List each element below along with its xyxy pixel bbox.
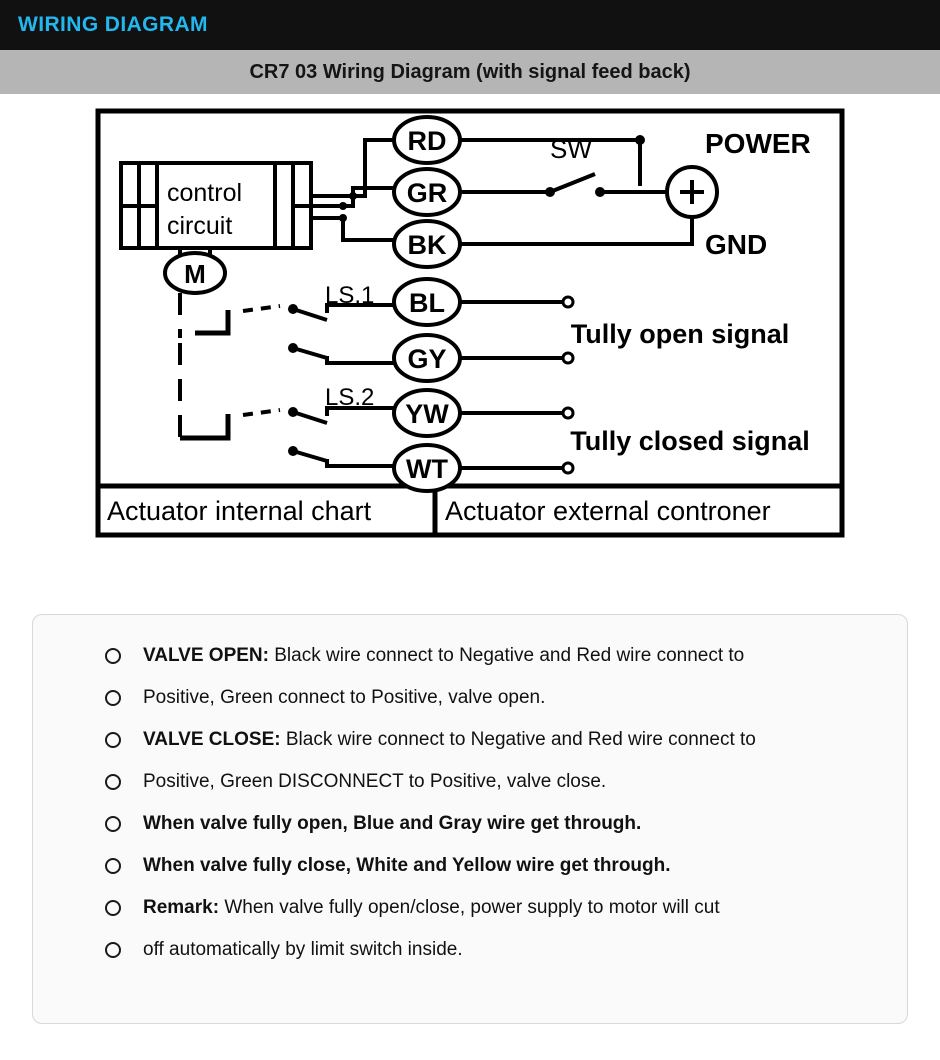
note-bold: Remark: [143, 897, 220, 918]
junction-dot-3 [339, 214, 347, 222]
bullet-circle-icon [105, 900, 121, 916]
bullet-circle-icon [105, 858, 121, 874]
power-junction-dot [635, 135, 645, 145]
junction-dot-2 [339, 202, 347, 210]
note-rest: Positive, Green DISCONNECT to Positive, valve close. [143, 771, 607, 792]
terminal-yw-label: YW [405, 399, 449, 429]
control-circuit-label-line2: circuit [167, 212, 233, 240]
terminal-wt [394, 445, 460, 491]
bullet-circle-icon [105, 774, 121, 790]
note-rest: Positive, Green connect to Positive, valve open. [143, 687, 546, 708]
diagram-sub-header [0, 50, 940, 94]
note-line [143, 895, 720, 921]
notes-panel [32, 614, 908, 1024]
control-circuit-label-line1: control [167, 179, 243, 207]
footer-external-label: Actuator external controner [445, 496, 771, 526]
bullet-circle-icon [105, 648, 121, 664]
note-rest: off automatically by limit switch inside. [143, 939, 463, 960]
list-item [63, 727, 887, 757]
terminal-gr [394, 169, 460, 215]
diagram-sub-title: CR7 03 Wiring Diagram (with signal feed back) [249, 60, 691, 83]
note-line [143, 853, 671, 879]
page-title: WIRING DIAGRAM [18, 13, 208, 36]
terminal-gy-label: GY [407, 344, 447, 374]
terminal-bl-label: BL [409, 288, 445, 318]
page-header [0, 0, 940, 50]
bullet-circle-icon [105, 942, 121, 958]
wiring-diagram-container [0, 94, 940, 538]
wt-signal-terminal [563, 463, 573, 473]
note-line [143, 769, 606, 795]
bullet-circle-icon [105, 690, 121, 706]
note-bold: VALVE CLOSE: [143, 729, 281, 750]
gnd-label: GND [705, 229, 768, 260]
list-item [63, 895, 887, 925]
terminal-yw [394, 390, 460, 436]
junction-dot-1 [349, 192, 357, 200]
yw-signal-terminal [563, 408, 573, 418]
note-line [143, 727, 756, 753]
terminal-bl [394, 279, 460, 325]
footer-internal-label: Actuator internal chart [107, 496, 372, 526]
wiring-diagram-svg [95, 108, 845, 538]
note-line [143, 811, 641, 837]
note-rest: Black wire connect to Negative and Red wire connect to [280, 729, 756, 750]
list-item [63, 811, 887, 841]
gy-signal-terminal [563, 353, 573, 363]
list-item [63, 685, 887, 715]
terminal-rd-label: RD [407, 126, 447, 156]
note-bold: When valve fully open, Blue and Gray wire get through. [143, 813, 642, 834]
note-line [143, 937, 463, 963]
terminal-gr-label: GR [406, 178, 448, 208]
note-line [143, 643, 744, 669]
list-item [63, 769, 887, 799]
note-rest: When valve fully open/close, power supply to motor will cut [219, 897, 720, 918]
terminal-wt-label: WT [406, 454, 448, 484]
note-rest: Black wire connect to Negative and Red wire connect to [268, 645, 745, 666]
open-signal-label: Tully open signal [570, 319, 790, 349]
note-bold: VALVE OPEN: [143, 645, 269, 666]
terminal-bk-label: BK [407, 230, 447, 260]
note-bold: When valve fully close, White and Yellow wire get through. [143, 855, 671, 876]
terminal-rd [394, 117, 460, 163]
ls1-label: LS.1 [325, 282, 375, 309]
closed-signal-label: Tully closed signal [570, 426, 810, 456]
bullet-circle-icon [105, 816, 121, 832]
bullet-circle-icon [105, 732, 121, 748]
motor-label: M [184, 259, 206, 289]
list-item [63, 853, 887, 883]
sw-label: SW [550, 134, 592, 164]
bl-signal-terminal [563, 297, 573, 307]
list-item [63, 937, 887, 967]
list-item [63, 643, 887, 673]
power-label: POWER [705, 128, 811, 159]
wiring-diagram [95, 108, 845, 538]
terminal-gy [394, 335, 460, 381]
note-line [143, 685, 545, 711]
ls2-label: LS.2 [325, 384, 375, 411]
terminal-bk [394, 221, 460, 267]
